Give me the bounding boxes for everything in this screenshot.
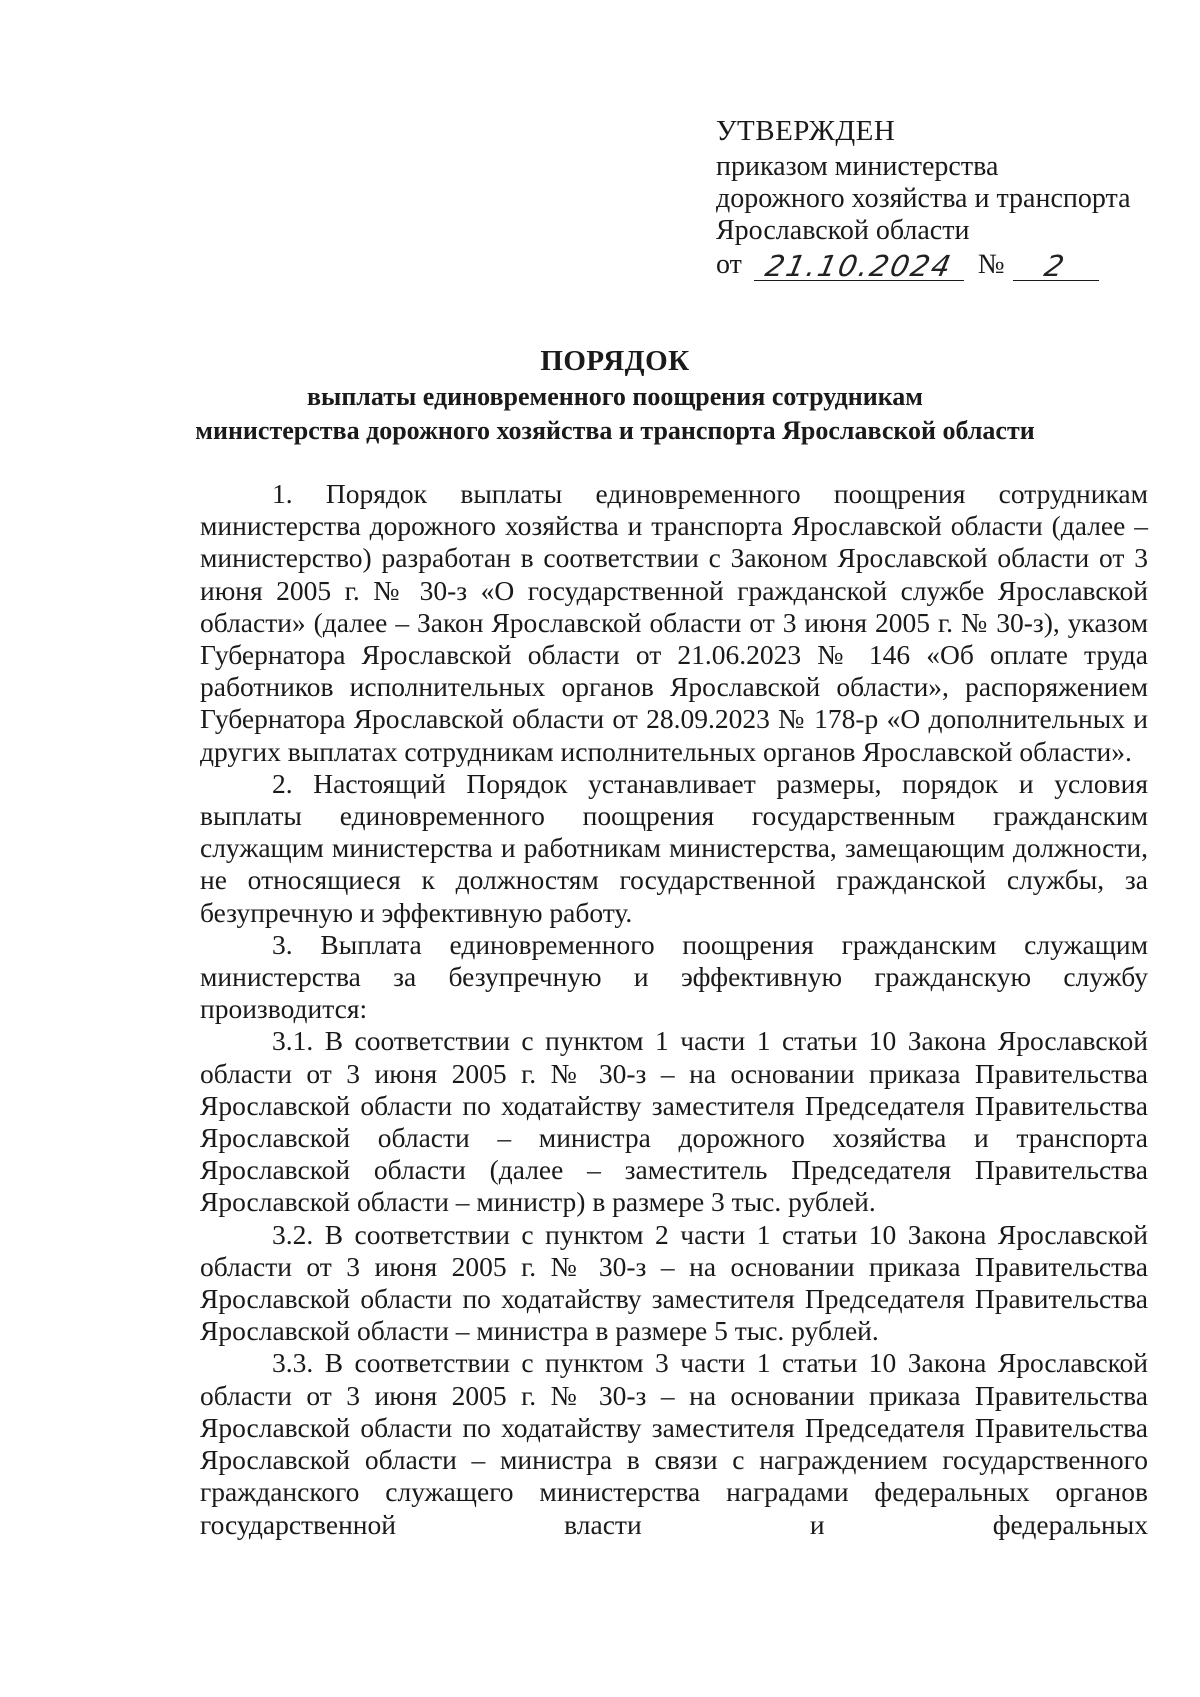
paragraph-3-2: 3.2. В соответствии с пунктом 2 части 1 статьи 10 Закона Ярославской области от 3 июня 2005 г. № 30-з – на основании приказа Правительства Ярославской области по ходатайству заместителя Председателя Правительства Ярославской области – министра в размере 5 тыс. рублей.: [200, 1218, 1148, 1347]
approval-stamp-block: [716, 115, 1156, 281]
paragraph-3: 3. Выплата единовременного поощрения гражданским служащим министерства за безупречную и эффективную гражданскую службу производится:: [200, 928, 1148, 1025]
date-field: [754, 250, 964, 281]
title-subtitle-1: выплаты единовременного поощрения сотрудникам: [306, 382, 923, 411]
number-field: [1013, 250, 1099, 281]
title-subtitle-2: министерства дорожного хозяйства и транспорта Ярославской области: [195, 416, 1035, 445]
approval-line-1: приказом министерства: [716, 151, 999, 182]
approval-heading: УТВЕРЖДЕН: [716, 115, 896, 147]
document-title: [150, 343, 1080, 447]
number-sign: №: [977, 249, 1005, 280]
approval-date-line: [716, 249, 1156, 281]
title-main: ПОРЯДОК: [540, 345, 690, 377]
document-body: [200, 478, 1148, 1541]
handwritten-number: 2: [1041, 249, 1070, 283]
paragraph-1: 1. Порядок выплаты единовременного поощрения сотрудникам министерства дорожного хозяйства и транспорта Ярославской области (далее – министерство) разработан в соответствии с Законом Ярославской области от 3 июня 2005 г. № 30-з «О государственной гражданской службе Ярославской области» (далее – Закон Ярославской области от 3 июня 2005 г. № 30-з), указом Губернатора Ярославской области от 21.06.2023 № 146 «Об оплате труда работников исполнительных органов Ярославской области», распоряжением Губернатора Ярославской области от 28.09.2023 № 178-р «О дополнительных и других выплатах сотрудникам исполнительных органов Ярославской области».: [200, 478, 1148, 767]
approval-line-2: дорожного хозяйства и транспорта: [716, 183, 1131, 214]
paragraph-3-1: 3.1. В соответствии с пунктом 1 части 1 статьи 10 Закона Ярославской области от 3 июня 2005 г. № 30-з – на основании приказа Правительства Ярославской области по ходатайству заместителя Председателя Правительства Ярославской области – министра дорожного хозяйства и транспорта Ярославской области (далее – заместитель Председателя Правительства Ярославской области – министр) в размере 3 тыс. рублей.: [200, 1025, 1148, 1218]
date-prefix: от: [716, 249, 742, 280]
paragraph-3-3: 3.3. В соответствии с пунктом 3 части 1 статьи 10 Закона Ярославской области от 3 июня 2005 г. № 30-з – на основании приказа Правительства Ярославской области по ходатайству заместителя Председателя Правительства Ярославской области – министра в связи с награждением государственного гражданского служащего министерства наградами федеральных органов государственной власти и федеральных: [200, 1347, 1148, 1540]
handwritten-date: 21.10.2024: [762, 249, 956, 283]
paragraph-2: 2. Настоящий Порядок устанавливает размеры, порядок и условия выплаты единовременного поощрения государственным гражданским служащим министерства и работникам министерства, замещающим должности, не относящиеся к должностям государственной гражданской службы, за безупречную и эффективную работу.: [200, 767, 1148, 928]
approval-line-3: Ярославской области: [716, 215, 970, 246]
